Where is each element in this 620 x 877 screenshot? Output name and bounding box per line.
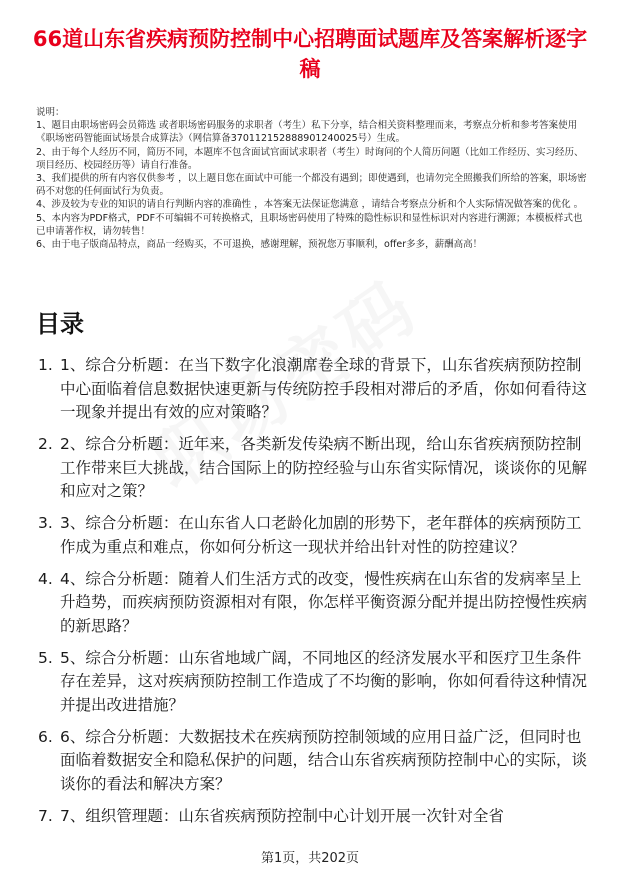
note-item-4: 4、涉及较为专业的知识的请自行判断内容的准确性 ，本答案无法保证您满意 ，请结合考察点分析和个人实际情况做答案的优化 。	[36, 199, 584, 211]
toc-item-text[interactable]: 2、综合分析题：近年来，各类新发传染病不断出现，给山东省疾病预防控制工作带来巨大挑战，结合国际上的防控经验与山东省实际情况，谈谈你的见解和应对之策？	[60, 435, 588, 500]
note-item-2: 2、由于每个人经历不同，简历不同，本题库不包含面试官面试求职者（考生）时询问的个人简历问题（比如工作经历、实习经历、项目经历、校园经历等）请自行准备。	[36, 146, 584, 171]
toc-item-number: 4.	[38, 569, 53, 588]
note-item-3: 3、我们提供的所有内容仅供参考 ，以上题目您在面试中可能一个都没有遇到；即使遇到，也请勿完全照搬我们所给的答案，职场密码不对您的任何面试行为负责。	[36, 173, 587, 198]
toc-list	[36, 354, 592, 837]
toc-item[interactable]	[36, 647, 592, 718]
note-item-5: 5、本内容为PDF格式，PDF不可编辑不可转换格式，且职场密码使用了特殊的隐性标识和显性标识对内容进行溯源；本模板样式也已申请著作权，请勿转售！	[36, 212, 583, 237]
note-item-6: 6、由于电子版商品特点，商品一经购买，不可退换，感谢理解，预祝您万事顺利，offer多多，薪酬高高！	[36, 239, 483, 251]
toc-item[interactable]	[36, 568, 592, 639]
toc-item-text[interactable]: 5、综合分析题：山东省地域广阔，不同地区的经济发展水平和医疗卫生条件存在差异，这对疾病预防控制工作造成了不均衡的影响，你如何看待这种情况并提出改进措施？	[60, 648, 588, 714]
notes-section	[36, 106, 592, 251]
toc-item-number: 2.	[38, 435, 53, 453]
toc-item-text[interactable]: 4、综合分析题：随着人们生活方式的改变，慢性疾病在山东省的发病率呈上升趋势，而疾病预防资源相对有限，你怎样平衡资源分配并提出防控慢性疾病的新思路？	[60, 569, 588, 635]
toc-item-text[interactable]: 7、组织管理题：山东省疾病预防控制中心计划开展一次针对全省	[60, 806, 504, 825]
toc-item-number: 6.	[38, 727, 53, 746]
toc-item-number: 1.	[38, 356, 53, 374]
toc-item-number: 3.	[38, 514, 53, 532]
toc-item-text[interactable]: 1、综合分析题：在当下数字化浪潮席卷全球的背景下，山东省疾病预防控制中心面临着信息数据快速更新与传统防控手段相对滞后的矛盾，你如何看待这一现象并提出有效的应对策略？	[60, 356, 588, 421]
toc-item-text[interactable]: 6、综合分析题：大数据技术在疾病预防控制领域的应用日益广泛，但同时也面临着数据安全和隐私保护的问题，结合山东省疾病预防控制中心的实际，谈谈你的看法和解决方案？	[60, 727, 588, 793]
document-title: 66道山东省疾病预防控制中心招聘面试题库及答案解析逐字稿	[32, 27, 588, 81]
toc-item[interactable]	[36, 433, 592, 504]
toc-item[interactable]	[36, 805, 592, 829]
toc-item[interactable]	[36, 726, 592, 797]
toc-heading: 目录	[36, 310, 84, 338]
toc-item-number: 7.	[38, 806, 53, 825]
toc-item[interactable]	[36, 354, 592, 425]
toc-item[interactable]	[36, 512, 592, 559]
toc-item-number: 5.	[38, 648, 53, 667]
page-footer: 第1页，共202页	[260, 851, 360, 866]
notes-heading: 说明：	[36, 107, 65, 118]
note-item-1: 1、题目由职场密码会员筛选 或者职场密码服务的求职者（考生）私下分享，结合相关资料整理而来，考察点分析和参考答案使用《职场密码智能面试场景合成算法》（网信算备370112152888901240025号）生成。	[36, 120, 578, 145]
toc-item-text[interactable]: 3、综合分析题：在山东省人口老龄化加剧的形势下，老年群体的疾病预防工作成为重点和难点，你如何分析这一现状并给出针对性的防控建议？	[60, 514, 582, 556]
